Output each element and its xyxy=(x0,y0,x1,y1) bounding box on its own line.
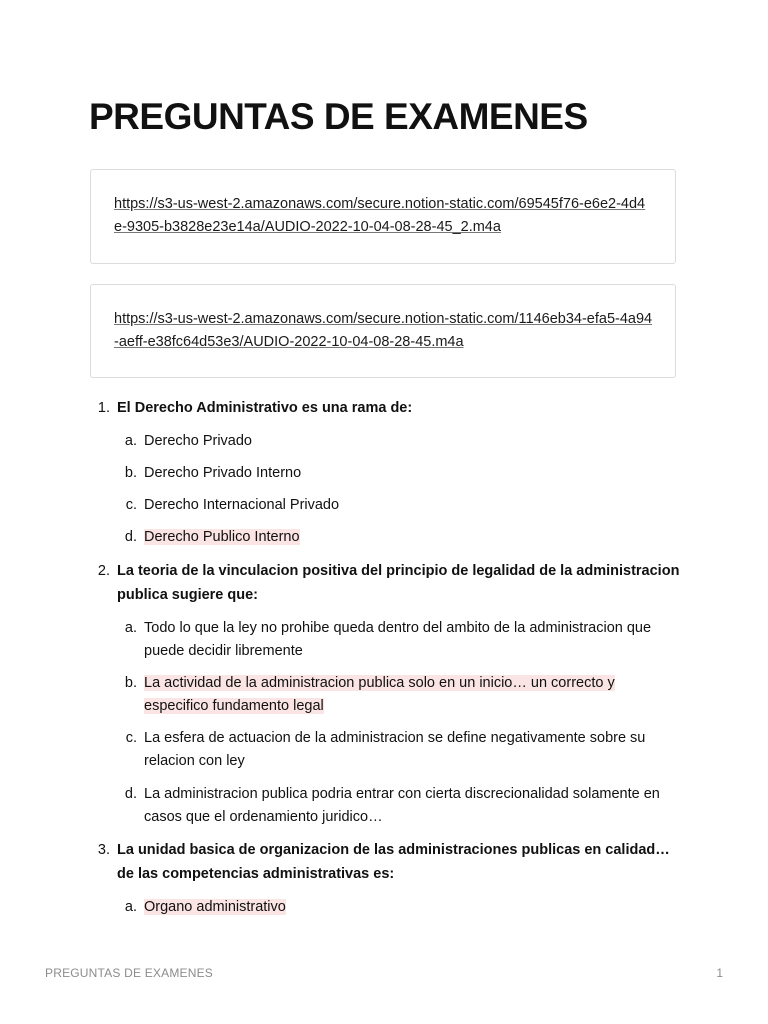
highlighted-answer: La actividad de la administracion publica solo en un inicio… un correcto y especifico fundamento legal xyxy=(144,675,615,714)
highlighted-answer: Organo administrativo xyxy=(144,899,286,915)
highlighted-answer: Derecho Publico Interno xyxy=(144,529,300,545)
audio-link-1[interactable]: https://s3-us-west-2.amazonaws.com/secure.notion-static.com/69545f76-e6e2-4d4e-9305-b3828e23e14a/AUDIO-2022-10-04-08-28-45_2.m4a xyxy=(114,196,646,235)
option-letter: a. xyxy=(124,433,137,449)
option-text: Derecho Privado Interno xyxy=(144,465,302,481)
option-text: Derecho Privado xyxy=(144,433,252,449)
answer-option xyxy=(90,617,680,663)
audio-link-2[interactable]: https://s3-us-west-2.amazonaws.com/secure.notion-static.com/1146eb34-efa5-4a94-aeff-e38fc64d53e3/AUDIO-2022-10-04-08-28-45.m4a xyxy=(114,311,653,350)
footer-title: PREGUNTAS DE EXAMENES xyxy=(45,966,214,980)
option-letter: a. xyxy=(124,899,137,915)
question-1 xyxy=(90,396,680,420)
option-letter: b. xyxy=(124,675,137,691)
option-text: Todo lo que la ley no prohibe queda dentro del ambito de la administracion que puede decidir libremente xyxy=(144,620,652,659)
audio-link-block-2 xyxy=(90,284,676,378)
option-letter: c. xyxy=(125,730,137,746)
question-text: La teoria de la vinculacion positiva del principio de legalidad de la administracion publica sugiere que: xyxy=(117,563,680,603)
answer-option xyxy=(90,727,680,773)
answer-option-correct xyxy=(90,526,680,549)
question-2 xyxy=(90,559,680,607)
option-text: La esfera de actuacion de la administracion se define negativamente sobre su relacion con ley xyxy=(144,730,646,769)
option-letter: c. xyxy=(125,497,137,513)
answer-option-correct xyxy=(90,672,680,718)
option-letter: d. xyxy=(124,529,137,545)
option-letter: a. xyxy=(124,620,137,636)
option-letter: d. xyxy=(124,786,137,802)
question-number: 1. xyxy=(97,400,110,416)
answer-option xyxy=(90,430,680,453)
page-number: 1 xyxy=(716,966,723,980)
question-text: El Derecho Administrativo es una rama de: xyxy=(117,400,413,416)
question-text: La unidad basica de organizacion de las administraciones publicas en calidad… de las competencias administrativas es: xyxy=(117,842,670,882)
option-text: La administracion publica podria entrar con cierta discrecionalidad solamente en casos que el ordenamiento juridico… xyxy=(144,786,660,825)
answer-option xyxy=(90,783,680,829)
answer-option xyxy=(90,462,680,485)
option-text: Derecho Internacional Privado xyxy=(144,497,340,513)
answer-option-correct xyxy=(90,896,680,919)
audio-link-block-1 xyxy=(90,169,676,264)
question-number: 2. xyxy=(97,563,110,579)
answer-option xyxy=(90,494,680,517)
page-title: PREGUNTAS DE EXAMENES xyxy=(89,96,588,137)
question-3 xyxy=(90,838,680,886)
question-number: 3. xyxy=(97,842,110,858)
option-letter: b. xyxy=(124,465,137,481)
